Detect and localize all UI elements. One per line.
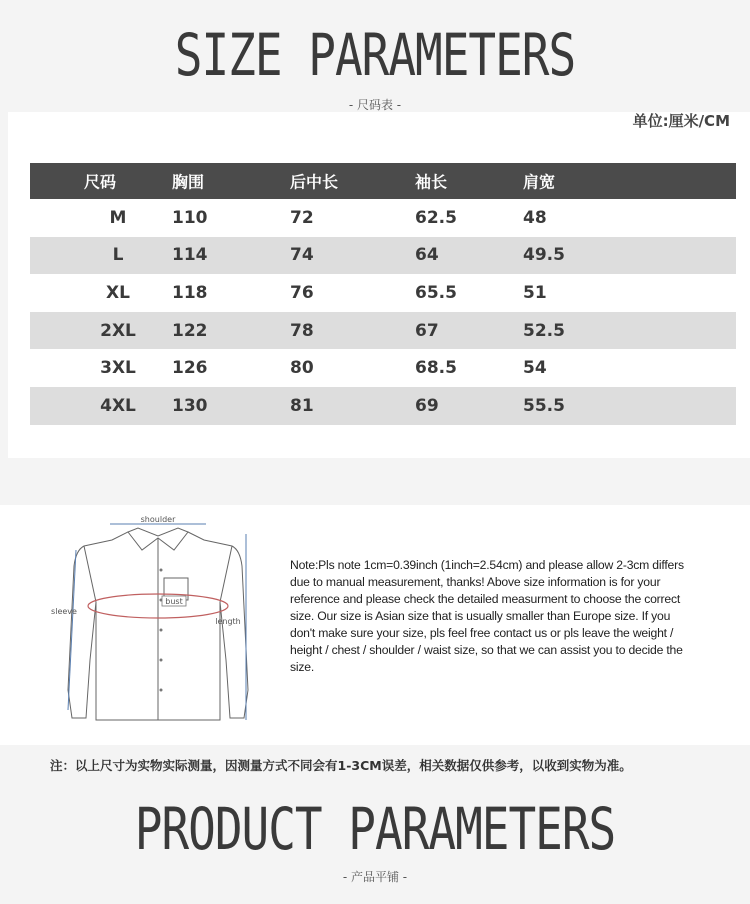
sleeve-arrow xyxy=(68,550,76,710)
table-row xyxy=(30,312,736,350)
cell-sleeve: 65.5 xyxy=(415,282,457,303)
cell-shoulder: 48 xyxy=(523,207,547,228)
size-parameters-title: SIZE PARAMETERS xyxy=(174,21,576,89)
cell-size: M xyxy=(109,207,127,228)
cell-bust: 110 xyxy=(172,207,208,228)
header-bust: 胸围 xyxy=(172,172,205,192)
product-parameters-title: PRODUCT PARAMETERS xyxy=(134,795,616,863)
size-table xyxy=(30,163,736,425)
shirt-measurement-diagram xyxy=(50,510,260,730)
cell-sleeve: 68.5 xyxy=(415,358,457,379)
cell-shoulder: 51 xyxy=(523,282,547,303)
size-chart-subtitle: - 尺码表 - xyxy=(348,98,402,112)
cell-sleeve: 67 xyxy=(415,320,439,341)
cell-size: L xyxy=(112,245,124,266)
cell-sleeve: 62.5 xyxy=(415,207,457,228)
cell-length: 80 xyxy=(290,358,314,379)
cell-length: 74 xyxy=(290,245,314,266)
sleeve-label: sleeve xyxy=(51,607,77,616)
table-row xyxy=(30,199,736,237)
table-header xyxy=(30,163,736,199)
bust-label: bust xyxy=(165,597,183,606)
header-length: 后中长 xyxy=(290,172,339,192)
cell-shoulder: 52.5 xyxy=(523,320,565,341)
cell-length: 81 xyxy=(290,395,314,416)
shoulder-label: shoulder xyxy=(140,515,176,524)
cell-bust: 114 xyxy=(172,245,208,266)
header-sleeve: 袖长 xyxy=(415,172,448,192)
cell-size: 3XL xyxy=(100,358,136,379)
cell-size: 2XL xyxy=(100,320,136,341)
header-shoulder: 肩宽 xyxy=(523,172,556,192)
cell-size: 4XL xyxy=(100,395,136,416)
cell-length: 72 xyxy=(290,207,314,228)
table-row xyxy=(30,349,736,387)
size-note-english: Note:Pls note 1cm=0.39inch (1inch=2.54cm) and please allow 2-3cm differs due to manual measurement, thanks! Above size information is for your reference and please check the detailed measurment to choose the correct size. Our size is Asian size that is usually smaller than Europe size. If you don't make sure your size, pls feel free contact us or pls leave the weight / height / chest / shoulder / waist size, so that we can assist you to decide the size. xyxy=(290,558,684,674)
unit-label: 单位:厘米/CM xyxy=(632,112,730,130)
size-note-chinese: 注：以上尺寸为实物实际测量，因测量方式不同会有1-3CM误差，相关数据仅供参考，以收到实物为准。 xyxy=(50,758,632,773)
cell-bust: 126 xyxy=(172,358,208,379)
table-row xyxy=(30,274,736,312)
cell-sleeve: 64 xyxy=(415,245,439,266)
length-label: length xyxy=(215,617,241,626)
cell-bust: 118 xyxy=(172,282,208,303)
cell-length: 78 xyxy=(290,320,314,341)
cell-shoulder: 54 xyxy=(523,358,547,379)
cell-size: XL xyxy=(106,282,130,303)
cell-length: 76 xyxy=(290,282,314,303)
cell-bust: 130 xyxy=(172,395,208,416)
table-row xyxy=(30,387,736,425)
table-row xyxy=(30,237,736,275)
cell-shoulder: 49.5 xyxy=(523,245,565,266)
cell-shoulder: 55.5 xyxy=(523,395,565,416)
cell-sleeve: 69 xyxy=(415,395,439,416)
cell-bust: 122 xyxy=(172,320,208,341)
product-flat-subtitle: - 产品平铺 - xyxy=(342,870,408,884)
header-size: 尺码 xyxy=(83,172,116,192)
